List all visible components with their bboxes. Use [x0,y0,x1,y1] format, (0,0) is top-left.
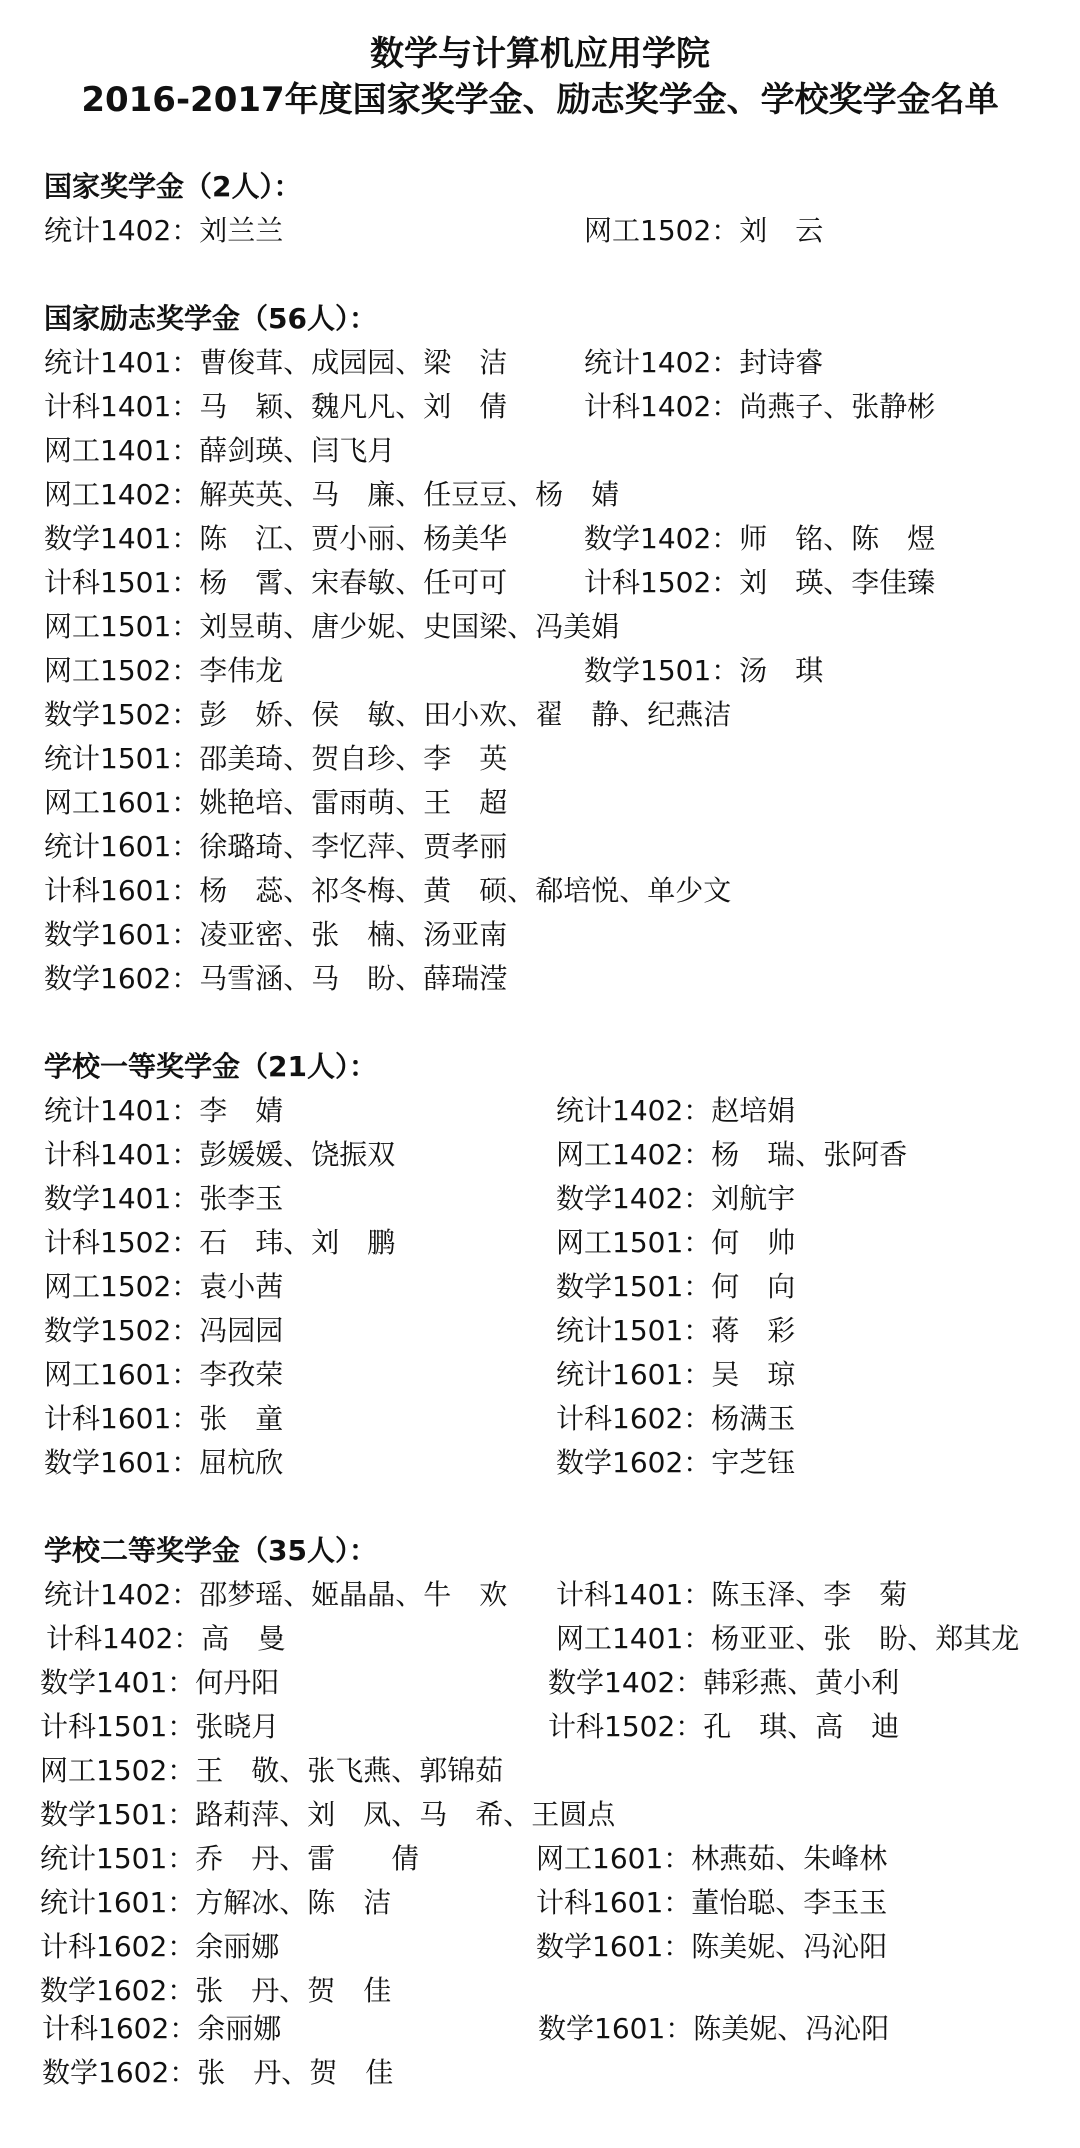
list-item: 计科1601：董怡聪、李玉玉 [536,1886,888,1919]
list-item: 统计1402：邵梦瑶、姬晶晶、牛 欢 [44,1578,508,1611]
section-heading-inspirational: 国家励志奖学金（56人）： [44,302,377,335]
list-item: 网工1501：何 帅 [556,1226,796,1259]
list-item: 数学1602：张 丹、贺 佳 [42,2056,394,2089]
list-item: 数学1402：师 铭、陈 煜 [584,522,936,555]
list-item: 计科1502：石 玮、刘 鹏 [44,1226,396,1259]
list-item: 数学1501：路莉萍、刘 凤、马 希、王圆点 [40,1798,616,1831]
list-item: 网工1601：姚艳培、雷雨萌、王 超 [44,786,508,819]
page-subtitle: 2016-2017年度国家奖学金、励志奖学金、学校奖学金名单 [81,80,999,120]
list-item: 计科1602：余丽娜 [42,2012,282,2045]
list-item: 数学1501：汤 琪 [584,654,824,687]
list-item: 计科1401：彭媛媛、饶振双 [44,1138,396,1171]
list-item: 数学1502：冯园园 [44,1314,284,1347]
list-item: 统计1601：徐璐琦、李忆萍、贾孝丽 [44,830,508,863]
list-item: 网工1501：刘昱萌、唐少妮、史国梁、冯美娟 [44,610,620,643]
list-item: 数学1602：马雪涵、马 盼、薛瑞滢 [44,962,508,995]
list-item: 网工1401：杨亚亚、张 盼、郑其龙 [556,1622,1020,1655]
list-item: 网工1502：刘 云 [584,214,824,247]
list-item: 计科1502：孔 琪、高 迪 [548,1710,900,1743]
list-item: 统计1402：封诗睿 [584,346,824,379]
list-item: 计科1602：杨满玉 [556,1402,796,1435]
list-item: 网工1402：杨 瑞、张阿香 [556,1138,908,1171]
list-item: 网工1601：林燕茹、朱峰林 [536,1842,888,1875]
list-item: 数学1501：何 向 [556,1270,796,1303]
list-item: 数学1401：陈 江、贾小丽、杨美华 [44,522,508,555]
list-item: 计科1402：尚燕子、张静彬 [584,390,936,423]
list-item: 统计1501：乔 丹、雷 倩 [40,1842,420,1875]
page-title: 数学与计算机应用学院 [370,34,710,74]
list-item: 数学1601：凌亚密、张 楠、汤亚南 [44,918,508,951]
list-item: 统计1402：刘兰兰 [44,214,284,247]
list-item: 统计1501：邵美琦、贺自珍、李 英 [44,742,508,775]
list-item: 数学1602：宇芝钰 [556,1446,796,1479]
section-heading-national: 国家奖学金（2人）： [44,170,302,203]
list-item: 统计1401：李 婧 [44,1094,284,1127]
list-item: 网工1502：李伟龙 [44,654,284,687]
list-item: 数学1502：彭 娇、侯 敏、田小欢、翟 静、纪燕洁 [44,698,732,731]
list-item: 计科1601：张 童 [44,1402,284,1435]
list-item: 统计1601：吴 琼 [556,1358,796,1391]
list-item: 网工1402：解英英、马 廉、任豆豆、杨 婧 [44,478,620,511]
list-item: 统计1501：蒋 彩 [556,1314,796,1347]
list-item: 计科1401：陈玉泽、李 菊 [556,1578,908,1611]
list-item: 数学1402：刘航宇 [556,1182,796,1215]
list-item: 计科1401：马 颖、魏凡凡、刘 倩 [44,390,508,423]
list-item: 计科1601：杨 蕊、祁冬梅、黄 硕、郗培悦、单少文 [44,874,732,907]
list-item: 计科1501：杨 霄、宋春敏、任可可 [44,566,508,599]
list-item: 计科1502：刘 瑛、李佳臻 [584,566,936,599]
list-item: 数学1402：韩彩燕、黄小利 [548,1666,900,1699]
list-item: 计科1402：高 曼 [46,1622,286,1655]
list-item: 数学1601：陈美妮、冯沁阳 [538,2012,890,2045]
list-item: 数学1401：何丹阳 [40,1666,280,1699]
section-heading-second-class: 学校二等奖学金（35人）： [44,1534,377,1567]
section-heading-first-class: 学校一等奖学金（21人）： [44,1050,377,1083]
list-item: 网工1502：王 敬、张飞燕、郭锦茹 [40,1754,504,1787]
list-item: 网工1401：薛剑瑛、闫飞月 [44,434,396,467]
list-item: 网工1601：李孜荣 [44,1358,284,1391]
list-item: 计科1501：张晓月 [40,1710,280,1743]
list-item: 网工1502：袁小茜 [44,1270,284,1303]
list-item: 数学1601：陈美妮、冯沁阳 [536,1930,888,1963]
list-item: 计科1602：余丽娜 [40,1930,280,1963]
list-item: 数学1601：屈杭欣 [44,1446,284,1479]
list-item: 统计1601：方解冰、陈 洁 [40,1886,392,1919]
list-item: 数学1401：张李玉 [44,1182,284,1215]
list-item: 统计1402：赵培娟 [556,1094,796,1127]
list-item: 数学1602：张 丹、贺 佳 [40,1974,392,2007]
list-item: 统计1401：曹俊茸、成园园、梁 洁 [44,346,508,379]
